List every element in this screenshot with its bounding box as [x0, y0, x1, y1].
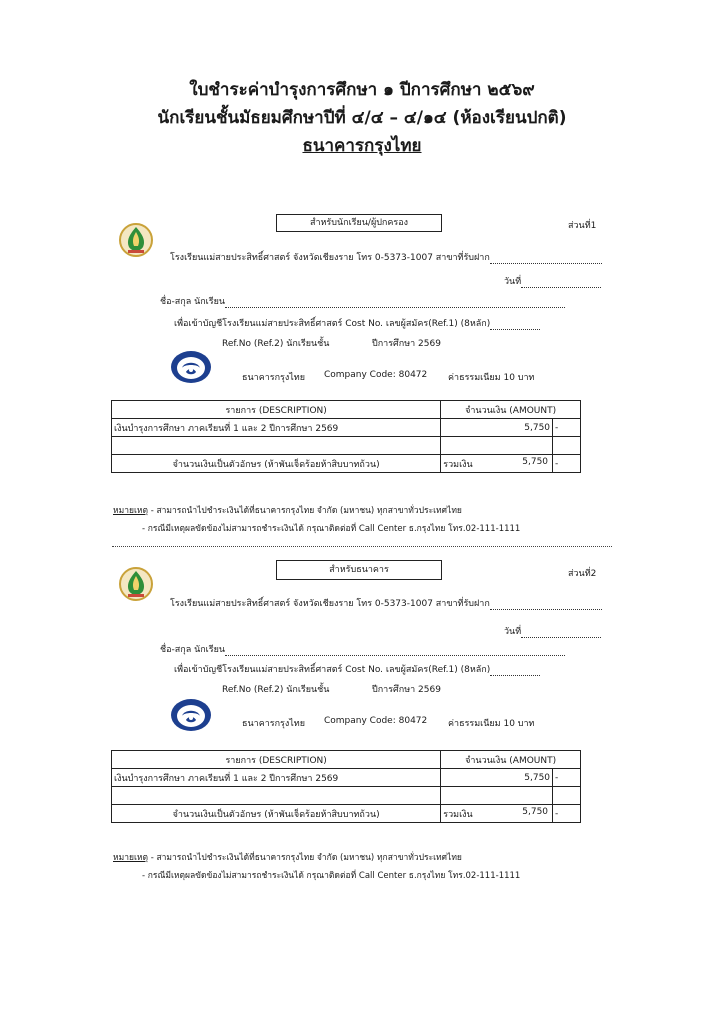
note-line-2: - กรณีมีเหตุผลขัดข้องไม่สามารถชำระเงินได้ กรุณาติดต่อที่ Call Center ธ.กรุงไทย โทร.02-111-1111 — [142, 524, 521, 534]
date-label: วันที่ — [504, 277, 522, 287]
page-subtitle: นักเรียนชั้นมัธยมศึกษาปีที่ ๔/๔ – ๔/๑๔ (ห้องเรียนปกติ) — [157, 108, 567, 128]
table-header-row — [112, 401, 581, 419]
ref1-field[interactable] — [490, 320, 540, 330]
col-description-header: รายการ (DESCRIPTION) — [112, 751, 441, 769]
col-amount-header: จำนวนเงิน (AMOUNT) — [441, 401, 581, 419]
table-row — [112, 769, 581, 787]
table-header-row — [112, 751, 581, 769]
table-total-row — [112, 455, 581, 473]
account-line: เพื่อเข้าบัญชีโรงเรียนแม่สายประสิทธิ์ศาสตร์ Cost No. เลขผู้สมัคร(Ref.1) (8หลัก) — [174, 665, 491, 675]
student-name-label: ชื่อ-สกุล นักเรียน — [160, 297, 226, 307]
page-title: ใบชำระค่าบำรุงการศึกษา ๑ ปีการศึกษา ๒๕๖๙ — [189, 80, 535, 100]
company-code: Company Code: 80472 — [324, 716, 428, 726]
date-field[interactable] — [521, 278, 601, 288]
note-heading: หมายเหตุ — [113, 853, 148, 863]
col-description-header: รายการ (DESCRIPTION) — [112, 401, 441, 419]
note-line-1: - สามารถนำไปชำระเงินได้ที่ธนาคารกรุงไทย จำกัด (มหาชน) ทุกสาขาทั่วประเทศไทย — [148, 853, 462, 863]
school-emblem-icon — [118, 566, 154, 602]
slip-label-box: สำหรับธนาคาร — [276, 560, 442, 580]
payment-table — [111, 750, 581, 823]
branch-field[interactable] — [490, 254, 602, 264]
total-amount: 5,750 — [522, 806, 549, 817]
payment-table — [111, 400, 581, 473]
amount-in-words: จำนวนเงินเป็นตัวอักษร (ห้าพันเจ็ดร้อยห้าสิบบาทถ้วน) — [112, 455, 441, 473]
krungthai-bank-logo-icon — [170, 350, 212, 384]
school-info: โรงเรียนแม่สายประสิทธิ์ศาสตร์ จังหวัดเชียงราย โทร 0-5373-1007 สาขาที่รับฝาก — [170, 253, 490, 263]
slip-part-number: ส่วนที่1 — [568, 221, 597, 231]
cut-line — [112, 546, 612, 547]
bank-name: ธนาคารกรุงไทย — [242, 373, 306, 383]
item-amount: 5,750 — [441, 769, 553, 787]
total-amount-dash: - — [553, 455, 581, 473]
item-description: เงินบำรุงการศึกษา ภาคเรียนที่ 1 และ 2 ปีการศึกษา 2569 — [112, 769, 441, 787]
amount-in-words: จำนวนเงินเป็นตัวอักษร (ห้าพันเจ็ดร้อยห้าสิบบาทถ้วน) — [112, 805, 441, 823]
table-total-row — [112, 805, 581, 823]
table-row — [112, 419, 581, 437]
slip-part-number: ส่วนที่2 — [568, 569, 597, 579]
total-amount: 5,750 — [522, 456, 549, 467]
school-info: โรงเรียนแม่สายประสิทธิ์ศาสตร์ จังหวัดเชียงราย โทร 0-5373-1007 สาขาที่รับฝาก — [170, 599, 490, 609]
academic-year: ปีการศึกษา 2569 — [372, 685, 441, 695]
academic-year: ปีการศึกษา 2569 — [372, 339, 441, 349]
ref2-label: Ref.No (Ref.2) นักเรียนชั้น — [222, 685, 330, 695]
table-row-empty — [112, 437, 581, 455]
branch-field[interactable] — [490, 600, 602, 610]
ref2-label: Ref.No (Ref.2) นักเรียนชั้น — [222, 339, 330, 349]
account-line: เพื่อเข้าบัญชีโรงเรียนแม่สายประสิทธิ์ศาสตร์ Cost No. เลขผู้สมัคร(Ref.1) (8หลัก) — [174, 319, 491, 329]
student-name-label: ชื่อ-สกุล นักเรียน — [160, 645, 226, 655]
slip-label-box: สำหรับนักเรียน/ผู้ปกครอง — [276, 214, 442, 232]
krungthai-bank-logo-icon — [170, 698, 212, 732]
school-emblem-icon — [118, 222, 154, 258]
total-label: รวมเงิน — [443, 809, 473, 820]
total-amount-dash: - — [553, 805, 581, 823]
item-amount: 5,750 — [441, 419, 553, 437]
note-line-2: - กรณีมีเหตุผลขัดข้องไม่สามารถชำระเงินได้ กรุณาติดต่อที่ Call Center ธ.กรุงไทย โทร.02-111-1111 — [142, 871, 521, 881]
col-amount-header: จำนวนเงิน (AMOUNT) — [441, 751, 581, 769]
fee-note: ค่าธรรมเนียม 10 บาท — [448, 373, 535, 383]
company-code: Company Code: 80472 — [324, 370, 428, 380]
note-line-1: - สามารถนำไปชำระเงินได้ที่ธนาคารกรุงไทย จำกัด (มหาชน) ทุกสาขาทั่วประเทศไทย — [148, 506, 462, 516]
ref1-field[interactable] — [490, 666, 540, 676]
student-name-field[interactable] — [225, 298, 565, 308]
date-label: วันที่ — [504, 627, 522, 637]
note-heading: หมายเหตุ — [113, 506, 148, 516]
date-field[interactable] — [521, 628, 601, 638]
table-row-empty — [112, 787, 581, 805]
total-label: รวมเงิน — [443, 459, 473, 470]
item-amount-dash: - — [553, 419, 581, 437]
student-name-field[interactable] — [225, 646, 565, 656]
item-amount-dash: - — [553, 769, 581, 787]
fee-note: ค่าธรรมเนียม 10 บาท — [448, 719, 535, 729]
bank-name: ธนาคารกรุงไทย — [242, 719, 306, 729]
item-description: เงินบำรุงการศึกษา ภาคเรียนที่ 1 และ 2 ปีการศึกษา 2569 — [112, 419, 441, 437]
bank-heading: ธนาคารกรุงไทย — [302, 136, 422, 156]
